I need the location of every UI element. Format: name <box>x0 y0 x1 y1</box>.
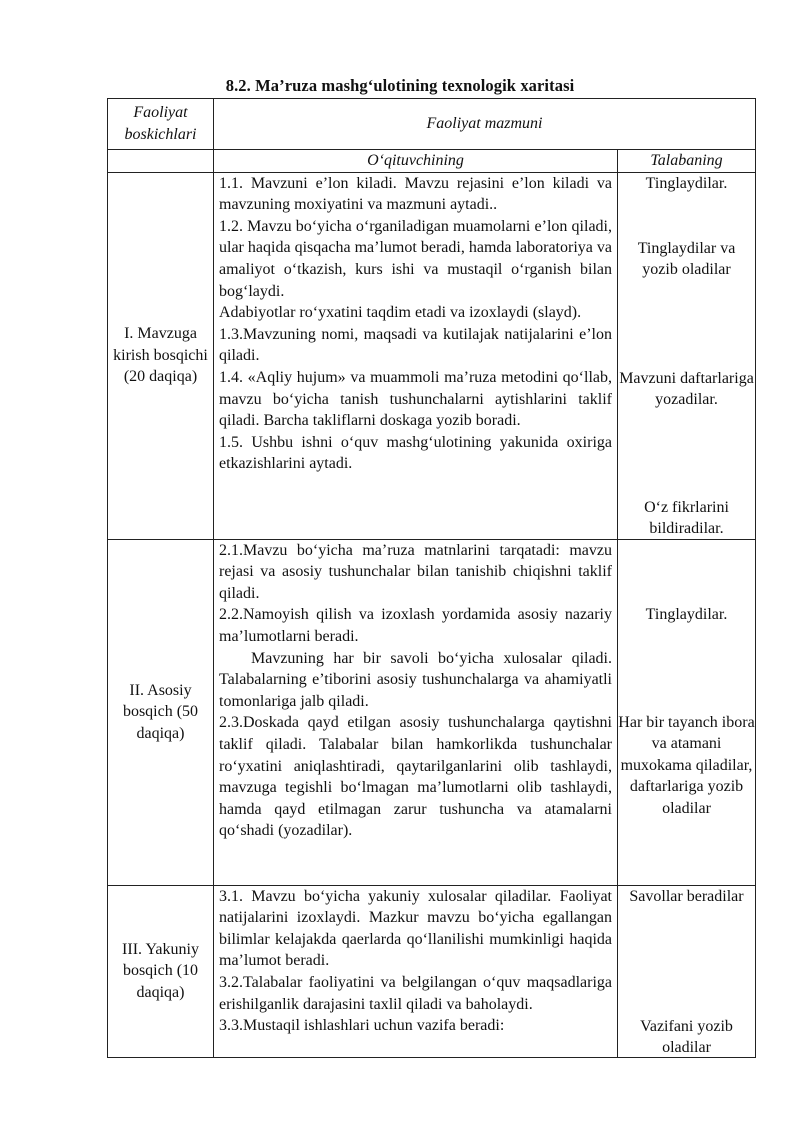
stage-cell: III. Yakuniy bosqich (10 daqiqa) <box>108 885 214 1057</box>
student-activity: Tinglaydilar va yozib oladilar <box>637 239 736 279</box>
student-activity: Har bir tayanch ibora va atamani muxokama qiladilar, daftarlariga yozib oladilar <box>618 713 755 817</box>
table-row <box>108 539 756 885</box>
table-row <box>108 885 756 1057</box>
page-title: 8.2. Ma’ruza mashg‘ulotining texnologik xaritasi <box>225 76 575 95</box>
teacher-cell <box>214 172 618 539</box>
header-teacher: O‘qituvchining <box>214 150 618 173</box>
table-header-row <box>108 99 756 150</box>
student-activity: Mavzuni daftarlariga yozadilar. <box>619 369 754 409</box>
teacher-cell <box>214 885 618 1057</box>
teacher-step: 1.5. Ushbu ishni o‘quv mashg‘ulotining yakunida oxiriga etkazishlarini aytadi. <box>219 433 612 473</box>
student-activity: Tinglaydilar. <box>645 174 728 192</box>
student-cell <box>618 885 756 1057</box>
teacher-step: 3.1. Mavzu bo‘yicha yakuniy xulosalar qiladilar. Faoliyat natijalarini izoxlaydi. Mazkur mavzu bo‘yicha egallangan bilimlar kelajakda qaerlarda qo‘llanilishi mumkinligi haqida ma’lumot beradi. <box>219 887 612 970</box>
header-content: Faoliyat mazmuni <box>214 99 756 150</box>
student-cell <box>618 539 756 885</box>
student-cell <box>618 172 756 539</box>
teacher-cell <box>214 539 618 885</box>
header-stages: Faoliyat boskichlari <box>108 99 214 150</box>
student-activity: Savollar beradilar <box>629 887 744 905</box>
teacher-step: 2.2.Namoyish qilish va izoxlash yordamida asosiy nazariy ma’lumotlarni beradi. <box>219 606 612 645</box>
student-activity: Vazifani yozib oladilar <box>640 1017 733 1057</box>
stage-cell: II. Asosiy bosqich (50 daqiqa) <box>108 539 214 885</box>
teacher-step: 1.1. Mavzuni e’lon kiladi. Mavzu rejasini e’lon kiladi va mavzuning moxiyatini va mazmuni aytadi.. <box>219 174 612 214</box>
teacher-step: 2.1.Mavzu bo‘yicha ma’ruza matnlarini tarqatadi: mavzu rejasi va asosiy tushunchalar bilan tanishib chiqishni taklif qiladi. <box>219 541 612 602</box>
teacher-step: 1.2. Mavzu bo‘yicha o‘rganiladigan muamolarni e’lon qiladi, ular haqida qisqacha ma’lumot beradi, hamda laboratoriya va amaliyot o‘tkazish, kurs ishi va mustaqil o‘rganish bilan bog‘laydi. <box>219 217 612 300</box>
teacher-step: Mavzuning har bir savoli bo‘yicha xulosalar qiladi. Talabalarning e’tiborini asosiy tushunchalarga va ahamiyatli tomonlariga jalb qiladi. <box>219 649 612 710</box>
student-activity: O‘z fikrlarini bildiradilar. <box>644 498 729 538</box>
teacher-step: 3.3.Mustaqil ishlashlari uchun vazifa beradi: <box>219 1017 505 1035</box>
table-row <box>108 172 756 539</box>
teacher-step: 2.3.Doskada qayd etilgan asosiy tushunchalarga qaytishni taklif qiladi. Talabalar bilan hamkorlikda tushunchalar ro‘yxatini aniqlashtiradi, qaytarilganlarini olib tashlaydi, mavzuga tegishli bo‘lmagan ma’lumotlarni olib tashlaydi, hamda qayd etilmagan zarur tushuncha va atamalarni qo‘shadi (yozadilar). <box>219 714 612 840</box>
teacher-step: 1.4. «Aqliy hujum» va muammoli ma’ruza metodini qo‘llab, mavzu bo‘yicha tanish tushunchalarni aytishlarini taklif qiladi. Barcha takliflarni doskaga yozib boradi. <box>219 368 612 430</box>
technology-map-table <box>107 98 756 1058</box>
teacher-step: 1.3.Mavzuning nomi, maqsadi va kutilajak natijalarini e’lon qiladi. <box>219 325 612 365</box>
teacher-step: 3.2.Talabalar faoliyatini va belgilangan o‘quv maqsadlariga erishilganlik darajasini taxlil qiladi va baholaydi. <box>219 973 612 1013</box>
stage-cell: I. Mavzuga kirish bosqichi (20 daqiqa) <box>108 172 214 539</box>
header-student: Talabaning <box>618 150 756 173</box>
teacher-step: Adabiyotlar ro‘yxatini taqdim etadi va izoxlaydi (slayd). <box>219 304 582 322</box>
table-subheader-row <box>108 150 756 173</box>
student-activity: Tinglaydilar. <box>645 605 728 623</box>
